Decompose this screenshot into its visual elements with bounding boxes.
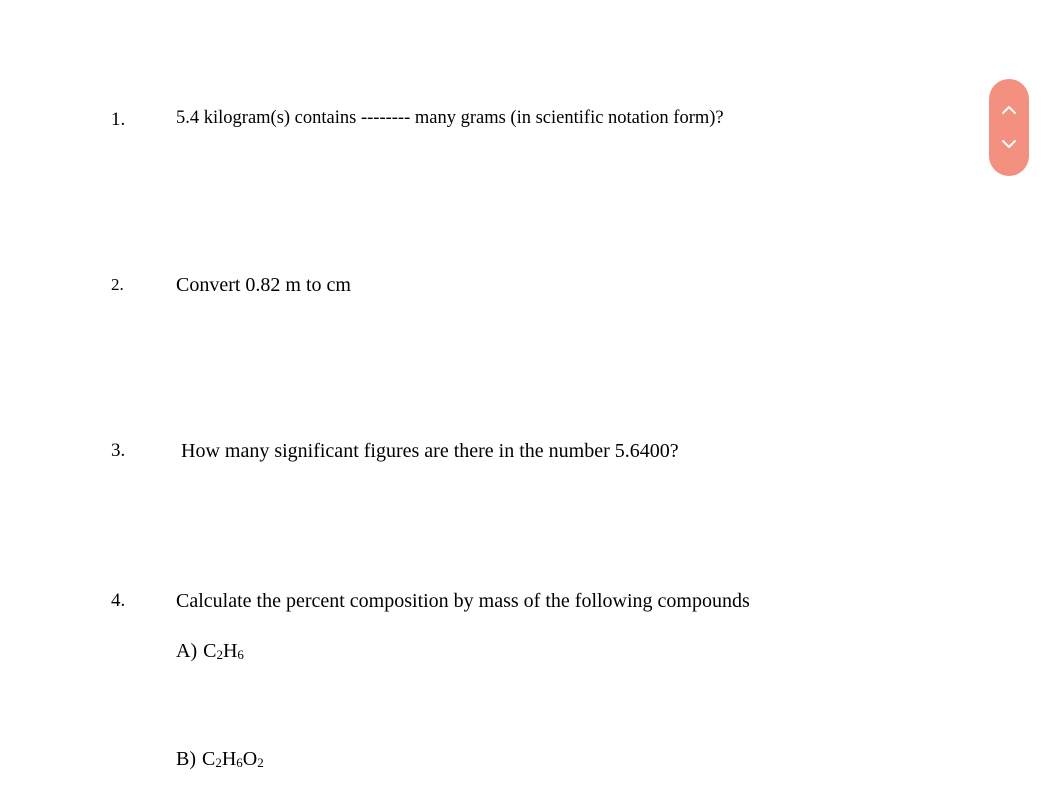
question-text: 5.4 kilogram(s) contains -------- many grams (in scientific notation form)? [176, 108, 724, 128]
chevron-down-icon [1001, 139, 1017, 149]
option-label: A) [176, 640, 198, 662]
question-text: How many significant figures are there in the number 5.6400? [181, 440, 679, 462]
question-text: Calculate the percent composition by mass of the following compounds [176, 590, 750, 612]
question-number: 4. [111, 590, 126, 611]
option-b [176, 749, 264, 769]
question-number: 3. [111, 440, 126, 461]
option-a [176, 641, 244, 661]
question-number: 2. [111, 275, 124, 294]
scroll-nav [989, 79, 1029, 176]
chemical-formula: $C_2H_6O_2$ [202, 748, 264, 770]
scroll-up-button[interactable] [989, 79, 1029, 127]
option-label: B) [176, 748, 196, 770]
question-number: 1. [111, 109, 126, 130]
scroll-down-button[interactable] [989, 127, 1029, 175]
chemical-formula: $C_2H_6$ [203, 640, 244, 662]
question-text: Convert 0.82 m to cm [176, 274, 351, 296]
chevron-up-icon [1001, 105, 1017, 115]
